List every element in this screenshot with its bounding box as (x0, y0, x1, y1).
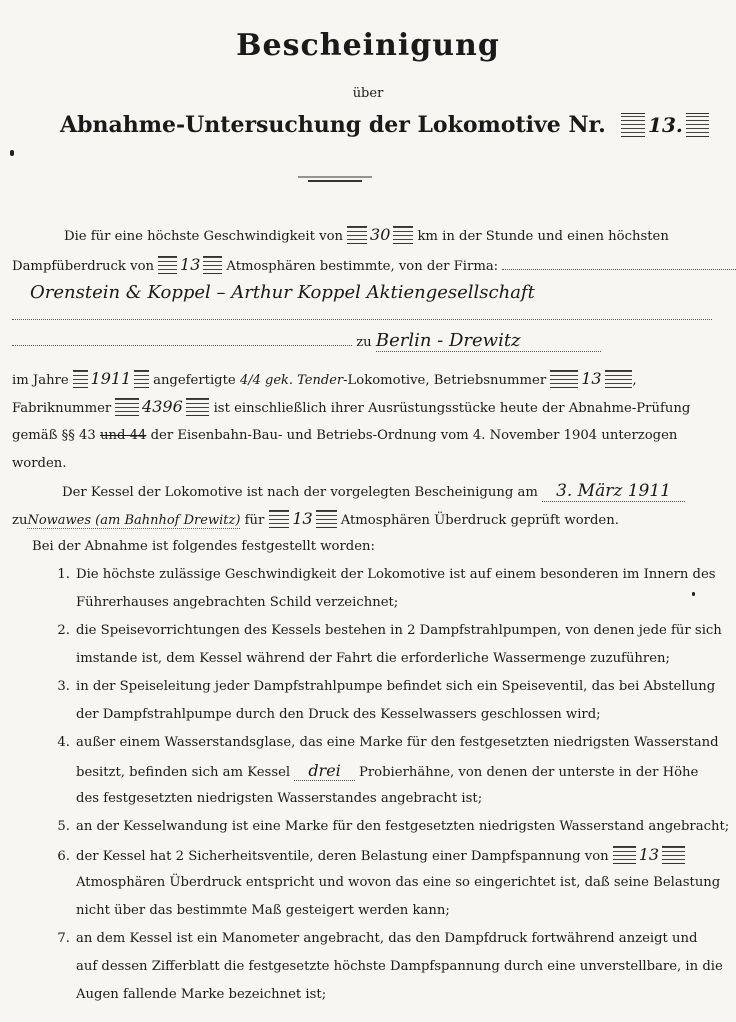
divider-ornament (298, 172, 372, 186)
datum-field: 3. März 1911 (542, 481, 685, 502)
para-6: Der Kessel der Lokomotive ist nach der vorgelegten Bescheinigung am 3. März 1911 (62, 482, 724, 502)
list-item: 3. in der Speiseleitung jeder Dampfstrahlpumpe befindet sich ein Speiseventil, das bei Abstellung (57, 679, 716, 694)
list-item: 6. der Kessel hat 2 Sicherheitsventile, deren Belastung einer Dampfspannung von 13 (48, 846, 724, 866)
list-item: 5. an der Kesselwandung ist eine Marke für den festgesetzten niedrigsten Wasserstand angebracht; (57, 819, 730, 834)
para-1-line-2: Dampfüberdruck von 13 Atmosphären bestimmte, von der Firma: (12, 256, 724, 276)
pressure-field: 13 (158, 256, 222, 274)
para-1-line-1: Die für eine höchste Geschwindigkeit von 30 km in der Stunde und einen höchsten (64, 225, 669, 244)
pruefort-field: Nowawes (am Bahnhof Drewitz) (27, 513, 241, 528)
struck-text: und 44 (99, 428, 147, 443)
para-3: Fabriknummer 4396 ist einschließlich ihrer Ausrüstungsstücke heute der Abnahme-Prüfung (12, 397, 691, 416)
para-8: Bei der Abnahme ist folgendes festgestellt worden: (32, 539, 375, 554)
typ-field: 4/4 gek. Tender- (239, 373, 348, 388)
ventil-druck-field: 13 (613, 846, 685, 864)
speed-field: 30 (347, 226, 413, 244)
list-item: 1. Die höchste zulässige Geschwindigkeit der Lokomotive ist auf einem besonderen im Innern des (57, 567, 716, 582)
betriebsnummer-field: 13 (550, 370, 632, 388)
list-item: 2. die Speisevorrichtungen des Kessels bestehen in 2 Dampfstrahlpumpen, von denen jede für sich (57, 623, 722, 638)
ink-speck (10, 150, 14, 156)
lok-number-field: 13. (621, 113, 709, 137)
title-connector: über (352, 86, 384, 101)
ink-speck (692, 592, 695, 596)
pruefdruck-field: 13 (269, 510, 337, 528)
ort-field: Berlin - Drewitz (376, 330, 601, 352)
para-2: im Jahre 1911 angefertigte 4/4 gek. Tender-Lokomotive, Betriebsnummer 13 , (12, 369, 637, 388)
jahr-field: 1911 (73, 370, 149, 388)
firma-field: Orenstein & Koppel – Arthur Koppel Aktiengesellschaft (30, 282, 535, 303)
para-5: worden. (12, 456, 67, 471)
fabriknummer-field: 4396 (115, 398, 209, 416)
para-4: gemäß §§ 43 und 44 der Eisenbahn-Bau- und Betriebs-Ordnung vom 4. November 1904 unterzogen (12, 428, 678, 443)
certificate-page: Bescheinigung über Abnahme-Untersuchung der Lokomotive Nr. 13. Die für eine höchste Geschwindigkeit von 30 km in der Stunde und einen höchsten Dampfüberdruck von 13 Atmosphären bestimmte, von der Firma: Orenstein & Koppel – Arthur Koppel Aktiengesellschaft zu Berlin - Drewitz im Jahre 1911 angefertigte 4/4 gek. Tender-Lokomotive, Betriebsnummer 13 , Fabriknummer 4396 ist einschließlich ihrer Ausrüstungsstücke heute der Abnahme-Prüfung gemäß §§ 43 und 44 der Eisenbahn-Bau- und Betriebs-Ordnung vom 4. November 1904 unterzogen worden. Der Kessel der Lokomotive ist nach der vorgelegten Bescheinigung am 3. März 1911 zuNowawes (am Bahnhof Drewitz) für 13 Atmosphären Überdruck geprüft worden. Bei der Abnahme ist folgendes festgestellt worden: 1. Die höchste zulässige Geschwindigkeit der Lokomotive ist auf einem besonderen im Innern des Führerhauses angebrachten Schild verzeichnet; 2. die Speisevorrichtungen des Kessels bestehen in 2 Dampfstrahlpumpen, von denen jede für sich imstande ist, dem Kessel während der Fahrt die erforderliche Wassermenge zuzuführen; 3. in der Speiseleitung jeder Dampfstrahlpumpe befindet sich ein Speiseventil, das bei Abstellung der Dampfstrahlpumpe durch den Druck des Kesselwassers geschlossen wird; 4. außer einem Wasserstandsglase, das eine Marke für den festgesetzten niedrigsten Wasserstand besitzt, befinden sich am Kessel drei Probierhähne, von denen der unterste in der Höhe des festgesetzten niedrigsten Wasserstandes angebracht ist; 5. an der Kesselwandung ist eine Marke für den festgesetzten niedrigsten Wasserstand angebracht; 6. der Kessel hat 2 Sicherheitsventile, deren Belastung einer Dampfspannung von 13 Atmosphären Überdruck entspricht und wovon das eine so eingerichtet ist, daß seine Belastung nicht über das bestimmte Maß gesteigert werden kann; 7. an dem Kessel ist ein Manometer angebracht, das den Dampfdruck fortwährend anzeigt und auf dessen Zifferblatt die festgesetzte höchste Dampfspannung durch eine unverstellbare, in die Augen fallende Marke bezeichnet ist; (0, 0, 736, 1022)
probierhaehne-field: drei (294, 761, 354, 781)
list-item: 7. an dem Kessel ist ein Manometer angebracht, das den Dampfdruck fortwährend anzeigt und (57, 931, 698, 946)
para-7: zuNowawes (am Bahnhof Drewitz) für 13 Atmosphären Überdruck geprüft worden. (12, 509, 619, 528)
list-item: 4. außer einem Wasserstandsglase, das eine Marke für den festgesetzten niedrigsten Wasserstand (57, 735, 719, 750)
page-title: Bescheinigung (236, 28, 500, 63)
ort-line: zu Berlin - Drewitz (12, 332, 724, 352)
subtitle (60, 112, 709, 138)
subtitle-text: Abnahme-Untersuchung der Lokomotive Nr. (60, 112, 606, 138)
